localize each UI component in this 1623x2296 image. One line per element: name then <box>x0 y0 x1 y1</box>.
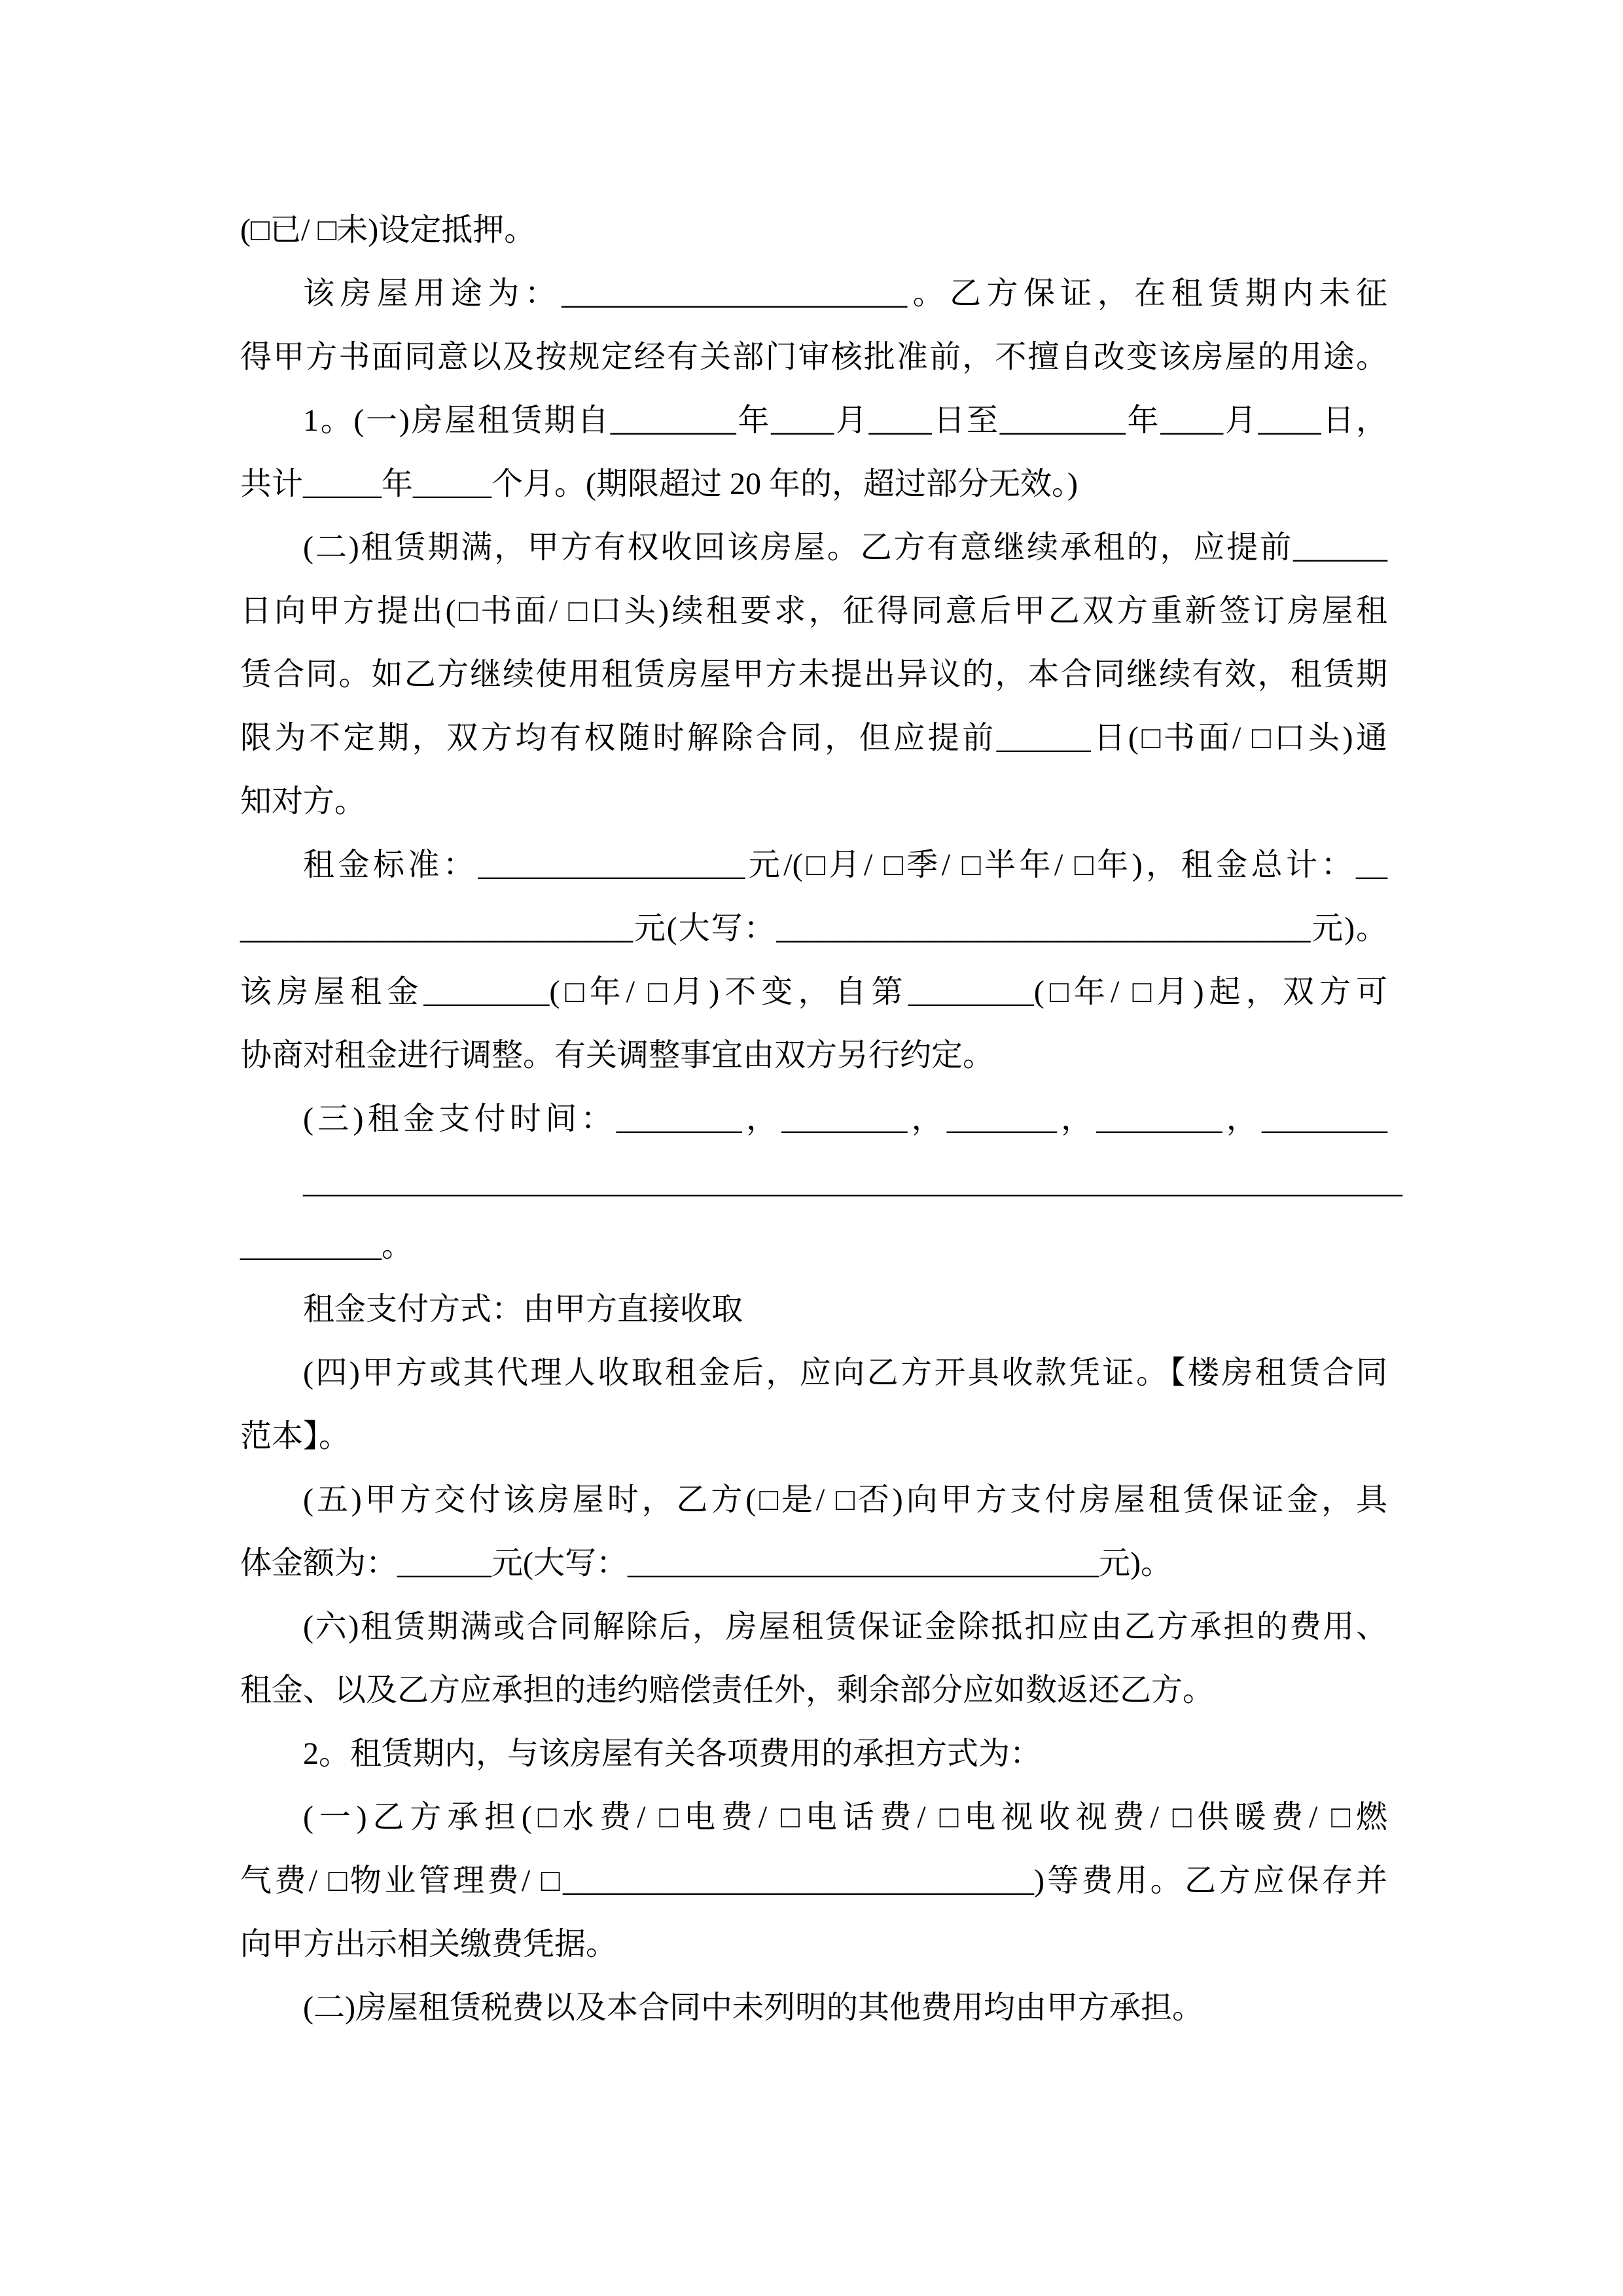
document-line-26: (一)乙方承担(□水费/ □电费/ □电话费/ □电视收视费/ □供暖费/ □燃 <box>303 1800 1387 1835</box>
document-line-9: 限为不定期，双方均有权随时解除合同，但应提前______日(□书面/ □口头)通 <box>240 721 1387 755</box>
document-line-24: 租金、以及乙方应承担的违约赔偿责任外，剩余部分应如数返还乙方。 <box>240 1673 1215 1708</box>
document-line-13: 该房屋租金________(□年/ □月)不变，自第________(□年/ □月)起，双方可 <box>240 975 1387 1009</box>
document-line-15: (三)租金支付时间：________，________，_______，________，________ <box>303 1102 1387 1136</box>
document-line-22: 体金额为：______元(大写：______________________________元)。 <box>240 1546 1172 1581</box>
document-line-23: (六)租赁期满或合同解除后，房屋租赁保证金除抵扣应由乙方承担的费用、 <box>303 1609 1387 1644</box>
contract-body <box>240 198 1402 2039</box>
document-line-8: 赁合同。如乙方继续使用租赁房屋甲方未提出异议的，本合同继续有效，租赁期 <box>240 657 1387 692</box>
document-line-4: 1。(一)房屋租赁期自________年____月____日至________年____月____日， <box>303 403 1387 438</box>
document-line-17: _________。 <box>240 1229 414 1263</box>
document-line-19: (四)甲方或其代理人收取租金后，应向乙方开具收款凭证。【楼房租赁合同 <box>303 1355 1387 1390</box>
document-line-10: 知对方。 <box>240 784 366 819</box>
document-line-11: 租金标准：_________________元/(□月/ □季/ □半年/ □年)，租金总计：__ <box>303 848 1387 882</box>
document-line-29: (二)房屋租赁税费以及本合同中未列明的其他费用均由甲方承担。 <box>303 1990 1204 2025</box>
document-line-27: 气费/ □物业管理费/ □______________________________)等费用。乙方应保存并 <box>240 1863 1387 1898</box>
document-line-12: _________________________元(大写：__________________________________元)。 <box>240 911 1387 946</box>
document-line-2: 该房屋用途为：______________________。乙方保证，在租赁期内未征 <box>303 276 1387 311</box>
document-line-7: 日向甲方提出(□书面/ □口头)续租要求，征得同意后甲乙双方重新签订房屋租 <box>240 594 1387 628</box>
document-line-21: (五)甲方交付该房屋时，乙方(□是/ □否)向甲方支付房屋租赁保证金，具 <box>303 1482 1387 1517</box>
document-line-5: 共计_____年_____个月。(期限超过 20 年的，超过部分无效。) <box>240 467 1078 501</box>
document-line-25: 2。租赁期内，与该房屋有关各项费用的承担方式为： <box>303 1736 1042 1771</box>
document-line-20: 范本】。 <box>240 1419 351 1454</box>
document-line-3: 得甲方书面同意以及按规定经有关部门审核批准前，不擅自改变该房屋的用途。 <box>240 340 1387 374</box>
document-line-18: 租金支付方式：由甲方直接收取 <box>303 1292 743 1327</box>
document-line-16: ______________________________________________________________________ <box>303 1165 1402 1200</box>
document-line-28: 向甲方出示相关缴费凭据。 <box>240 1927 618 1962</box>
document-line-1: (□已/ □未)设定抵押。 <box>240 213 536 247</box>
document-line-6: (二)租赁期满，甲方有权收回该房屋。乙方有意继续承租的，应提前______ <box>303 530 1387 565</box>
document-line-14: 协商对租金进行调整。有关调整事宜由双方另行约定。 <box>240 1038 995 1073</box>
